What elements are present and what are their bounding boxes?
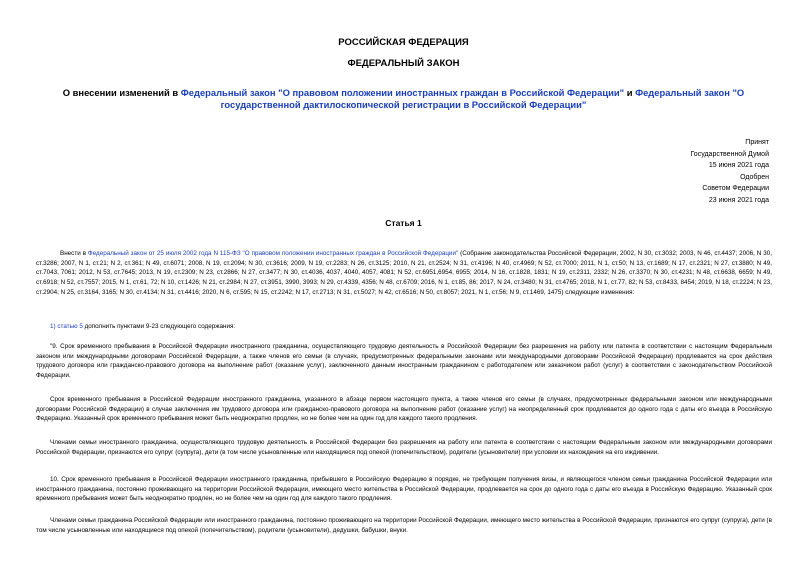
approved-by: Советом Федерации	[702, 185, 769, 192]
law-subject-title	[30, 87, 777, 111]
paragraph-intro	[36, 249, 772, 298]
accepted-date: 15 июня 2021 года	[708, 162, 769, 169]
intro-rest: (Собрание законодательства Российской Федерации, 2002, N 30, ст.3032; 2003, N 46, ст.4437; 2006, N 30, ст.3286; 2007, N 1, ст.21; N 2, ст.361; N 49, ст.6071; 2008, N 19, ст.2094; N 30, ст.3616; 2009, N 19, ст.2283; N 26, ст.3125; 2010, N 21, ст.2524; N 31, ст.4196; N 40, ст.4969; N 52, ст.7000; 2011, N 1, ст.50; N 13, ст.1689; N 17, ст.2321; N 27, ст.3880; N 49, ст.7043, 7061; 2012, N 53, ст.7645; 2013, N 19, ст.2309; N 23, ст.2866; N 27, ст.3477; N 30, ст.4036, 4037, 4040, 4057, 4081; N 52, ст.6951,6954, 6955; 2014, N 16, ст.1828, 1831; N 19, ст.2311, 2332; N 26, ст.3370; N 30, ст.4231; N 48, ст.6638, 6659; N 49, ст.6918; N 52, ст.7557; 2015, N 1, ст.61, 72; N 10, ст.1426; N 21, ст.2984; N 27, ст.3951, 3990, 3993; N 29, ст.4339, 4356; N 48, ст.6709; 2016, N 1, ст.85, 86; 2017, N 24, ст.3480; N 31, ст.4765; 2018, N 1, ст.77, 82; N 53, ст.8433, 8454; 2019, N 18, ст.2224; N 23, ст.2904; N 25, ст.3164, 3165; N 30, ст.4134; N 31, ст.4416; 2020, N 6, ст.595; N 15, ст.2242; N 17, ст.2713; N 31, ст.5027; N 42, ст.6516; N 50, ст.8057; 2021, N 1, ст.56; N 9, ст.1469, 1475) следующие изменения:	[36, 250, 772, 296]
accepted-by: Государственной Думой	[690, 150, 769, 158]
approved-label: Одобрен	[740, 173, 769, 181]
item-1-number: 1)	[50, 323, 58, 330]
item-1-rest: дополнить пунктами 9-23 следующего содержания:	[82, 323, 236, 330]
law-115-link[interactable]: Федеральный закон "О правовом положении иностранных граждан в Российской Федерации"	[180, 87, 625, 98]
paragraph-item-1	[36, 322, 772, 332]
paragraph-10-second: Членами семьи гражданина Российской Федерации или иностранного гражданина, постоянно проживающего на территории Российской Федерации, имеющего место жительства в Российской Федерации, признаются его супруг (супруга), дети (в том числе усыновленные или находящиеся под опекой (попечительством), родители (усыновители), дедушки, бабушки, внуки.	[36, 517, 772, 534]
law-fingerprint-link[interactable]: Федеральный закон "О государственной дактилоскопической регистрации в Российской Федерации"	[220, 87, 745, 110]
paragraph-9-third: Членами семьи иностранного гражданина, осуществляющего трудовую деятельность в Российской Федерации без разрешения на работу или патента в соответствии с настоящим Федеральным законом или международными договорами Российской Федерации, признаются его супруг (супруга), дети (в том числе усыновленные или находящиеся под опекой (попечительством), родители (усыновители) при условии их нахождения на его иждивении.	[36, 439, 772, 456]
law-115-full-link[interactable]: Федеральный закон от 25 июля 2002 года N 115-ФЗ "О правовом положении иностранных граждан в Российской Федерации"	[87, 250, 459, 257]
intro-prefix: Внести в	[60, 250, 88, 257]
article-5-link[interactable]: статью 5	[57, 323, 83, 330]
paragraph-9-second: Срок временного пребывания в Российской Федерации иностранного гражданина, указанного в абзаце первом настоящего пункта, а также членов его семьи (в случаях, предусмотренных федеральными законом или международными договорами Российской Федерации) в случае заключения им трудового договора или гражданско-правового договора на выполнение работ (оказание услуг) на неопределенный срок продлевается до одного года с даты его въезда в Российскую Федерацию. Указанный срок временного пребывания может быть неоднократно продлен, но не более чем на один год для каждого такого продления.	[36, 396, 772, 423]
country-heading: РОССИЙСКАЯ ФЕДЕРАЦИЯ	[338, 37, 469, 48]
paragraph-9: "9. Срок временного пребывания в Российской Федерации иностранного гражданина, осуществляющего трудовую деятельность в Российской Федерации без разрешения на работу или патента в соответствии с настоящим Федеральным законом или международными договорами Российской Федерации, а также членов его семьи (в случаях, предусмотренных федеральными законами или международными договорами Российской Федерации) продлевается на срок действия трудового договора или гражданско-правового договора на выполнение работ (оказание услуг), заключенного данным иностранным гражданином с работодателем или заказчиком работ (услуг) в соответствии с законодательством Российской Федерации.	[36, 343, 772, 380]
approved-date: 23 июня 2021 года	[708, 196, 769, 204]
law-type-heading: ФЕДЕРАЛЬНЫЙ ЗАКОН	[347, 58, 460, 69]
subject-middle: и	[624, 87, 636, 98]
subject-prefix: О внесении изменений в	[62, 87, 181, 98]
acceptance-block	[619, 137, 769, 206]
article-title: Статья 1	[385, 218, 422, 228]
paragraph-10: 10. Срок временного пребывания в Российской Федерации иностранного гражданина, прибывшего в Российскую Федерацию в порядке, не требующем получения визы, и являющегося членом семьи гражданина Российской Федерации или иностранного гражданина, постоянно проживающего на территории Российской Федерации, имеющего место жительства в Российской Федерации, продлевается на срок до одного года с даты его въезда в Российскую Федерацию. Указанный срок временного пребывания может быть неоднократно продлен, но не более чем на один год для каждого такого продления.	[36, 476, 772, 503]
accepted-label: Принят	[745, 139, 769, 146]
